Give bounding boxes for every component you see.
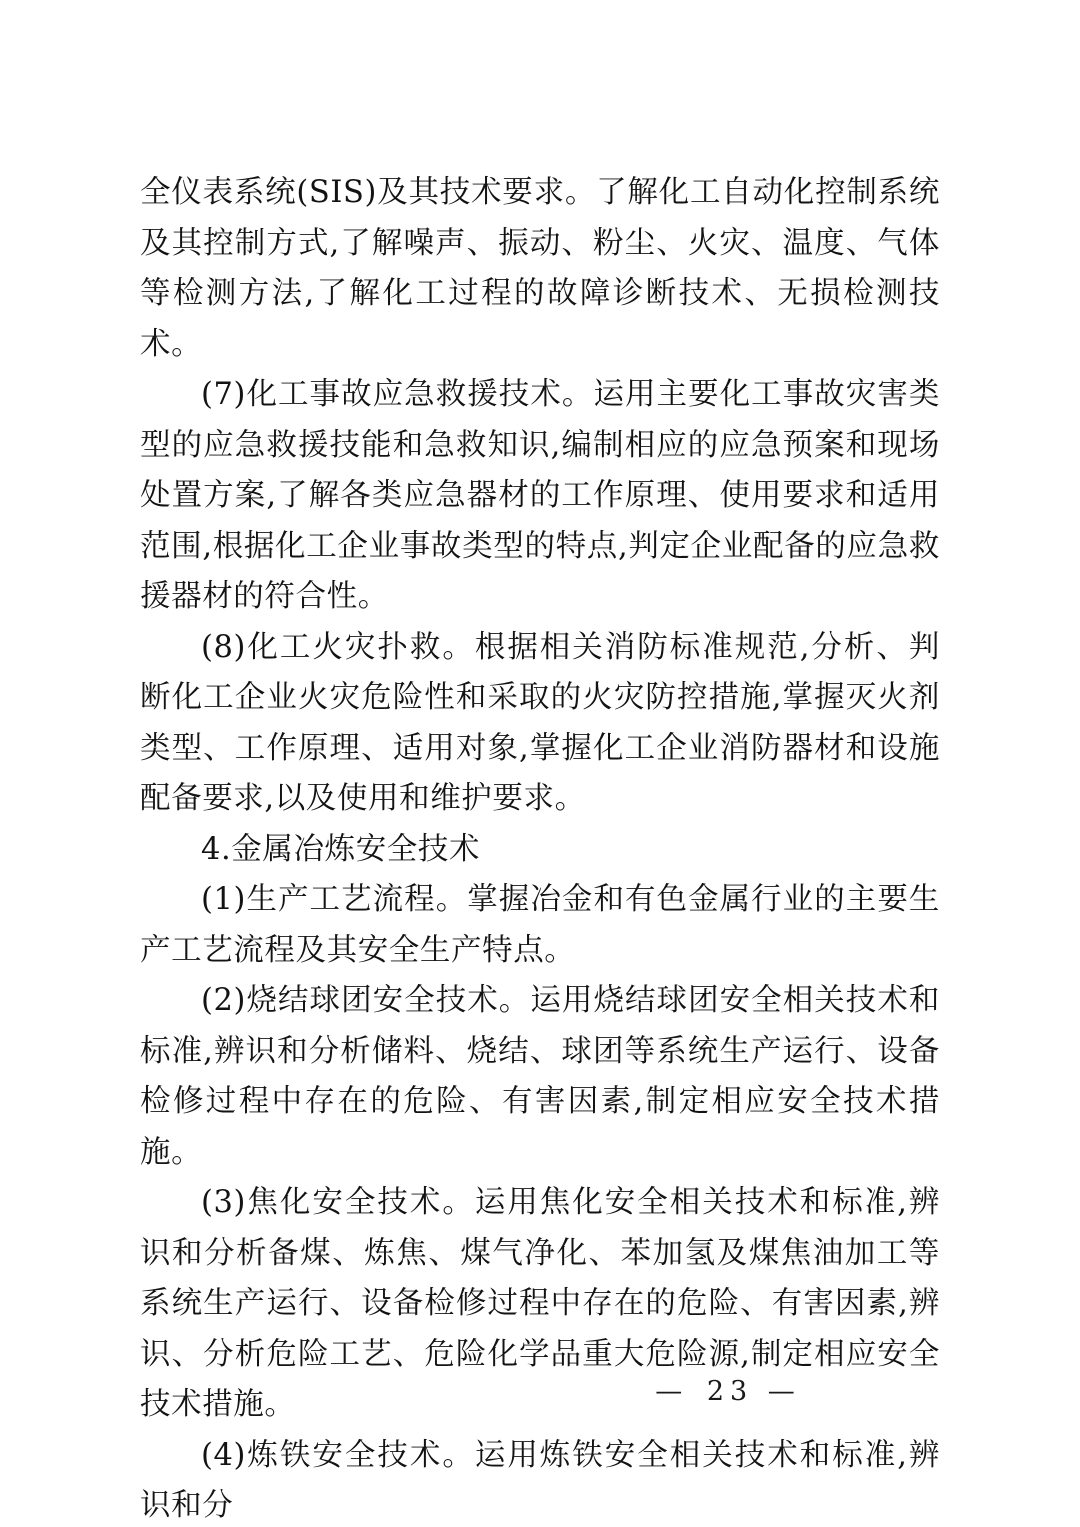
section-heading: 4.金属冶炼安全技术 (201, 831, 481, 867)
paragraph: (7)化工事故应急救援技术。运用主要化工事故灾害类型的应急救援技能和急救知识,编制相应的应急预案和现场处置方案,了解各类应急器材的工作原理、使用要求和适用范围,根据化工企业事故类型的特点,判定企业配备的应急救援器材的符合性。 (140, 377, 940, 614)
paragraph: (2)烧结球团安全技术。运用烧结球团安全相关技术和标准,辨识和分析储料、烧结、球团等系统生产运行、设备检修过程中存在的危险、有害因素,制定相应安全技术措施。 (140, 983, 940, 1170)
page-number-left-mark: — (655, 1376, 693, 1407)
page-footer (0, 1376, 1080, 1407)
paragraph: 全仪表系统(SIS)及其技术要求。了解化工自动化控制系统及其控制方式,了解噪声、振动、粉尘、火灾、温度、气体等检测方法,了解化工过程的故障诊断技术、无损检测技术。 (140, 175, 940, 362)
paragraph: (3)焦化安全技术。运用焦化安全相关技术和标准,辨识和分析备煤、炼焦、煤气净化、苯加氢及煤焦油加工等系统生产运行、设备检修过程中存在的危险、有害因素,辨识、分析危险工艺、危险化学品重大危险源,制定相应安全技术措施。 (140, 1185, 940, 1422)
paragraph: (4)炼铁安全技术。运用炼铁安全相关技术和标准,辨识和分 (140, 1437, 940, 1523)
page-body (140, 168, 940, 1527)
paragraph: (1)生产工艺流程。掌握冶金和有色金属行业的主要生产工艺流程及其安全生产特点。 (140, 882, 940, 968)
page-number-right-mark: — (767, 1376, 805, 1407)
paragraph: (8)化工火灾扑救。根据相关消防标准规范,分析、判断化工企业火灾危险性和采取的火灾防控措施,掌握灭火剂类型、工作原理、适用对象,掌握化工企业消防器材和设施配备要求,以及使用和维护要求。 (140, 629, 940, 816)
page-number: 23 (706, 1376, 754, 1407)
